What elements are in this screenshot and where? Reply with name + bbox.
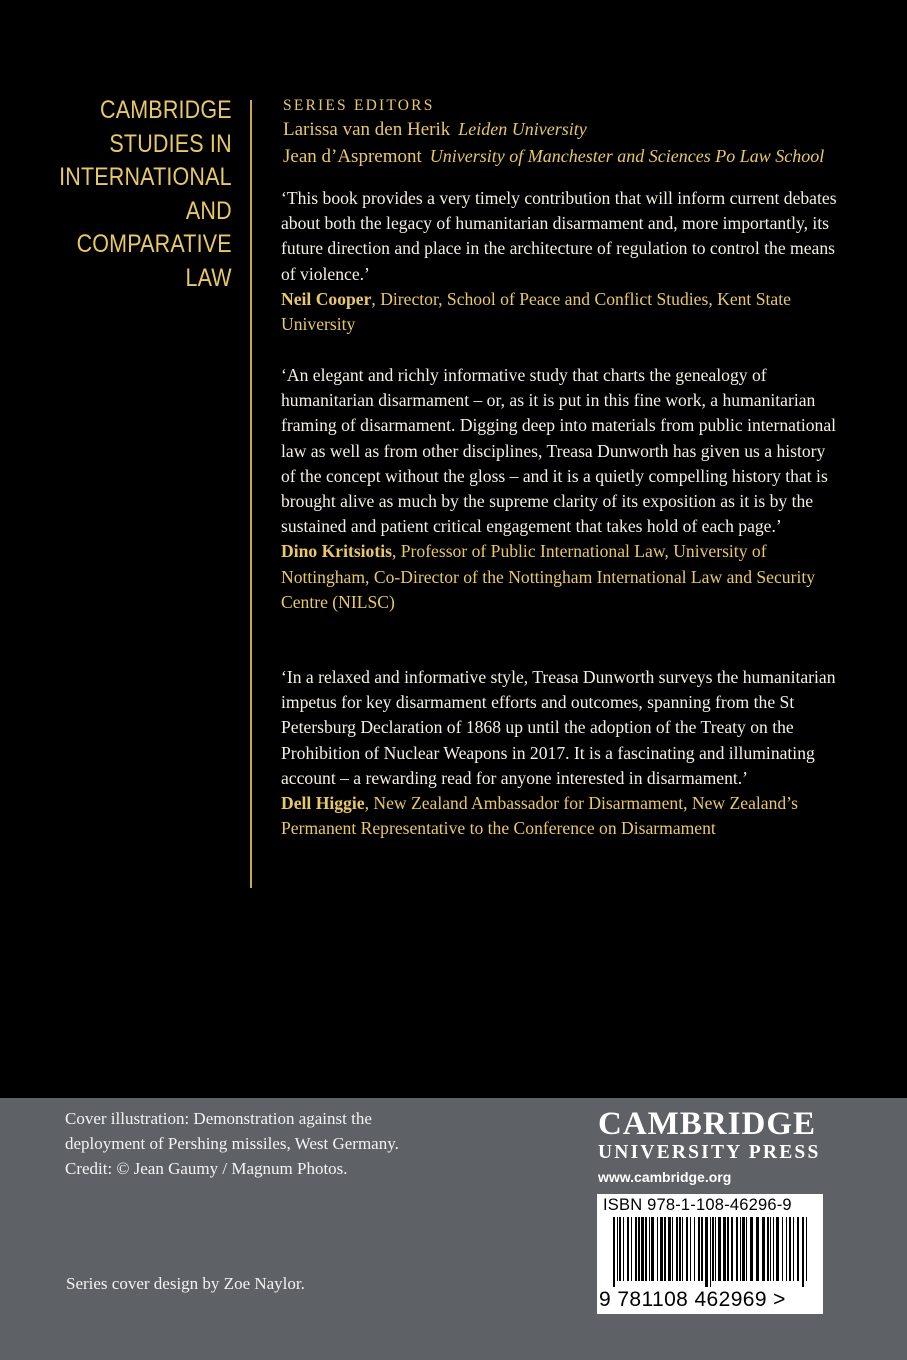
credit-line: Cover illustration: Demonstration against the xyxy=(65,1109,372,1128)
barcode-bar xyxy=(649,1217,650,1281)
publisher-logo xyxy=(598,1107,824,1188)
series-title-line: AND xyxy=(186,196,232,225)
barcode-bar xyxy=(806,1217,807,1281)
isbn-barcode xyxy=(597,1194,823,1314)
editor-affiliation: Leiden University xyxy=(458,119,587,139)
barcode-bar xyxy=(793,1217,794,1281)
publisher-url: www.cambridge.org xyxy=(598,1169,732,1185)
series-title-line: CAMBRIDGE xyxy=(100,96,232,124)
barcode-bar xyxy=(710,1217,711,1287)
barcode-bar xyxy=(705,1217,708,1287)
barcode-bar xyxy=(723,1217,726,1281)
barcode-bar xyxy=(786,1217,787,1281)
series-editors xyxy=(283,96,824,170)
review-blurb xyxy=(281,665,841,841)
barcode-bar xyxy=(617,1217,618,1281)
editor-name: Larissa van den Herik xyxy=(283,119,451,140)
barcode-bar xyxy=(690,1217,691,1281)
editor-name: Jean d’Aspremont xyxy=(283,146,422,167)
series-design-credit: Series cover design by Zoe Naylor. xyxy=(66,1274,305,1293)
barcode-bars xyxy=(601,1217,819,1287)
barcode-bar xyxy=(635,1217,637,1281)
barcode-bar xyxy=(756,1217,759,1281)
barcode-bar xyxy=(701,1217,703,1281)
barcode-bar xyxy=(660,1217,663,1281)
barcode-bar xyxy=(715,1217,716,1281)
barcode-bar xyxy=(664,1217,666,1281)
barcode-bar xyxy=(672,1217,673,1281)
series-title-line: LAW xyxy=(185,263,232,292)
barcode-bar xyxy=(718,1217,721,1281)
barcode-bar xyxy=(770,1217,771,1281)
barcode-bar xyxy=(676,1217,678,1281)
review-author-role: , Director, School of Peace and Conflict Studies, Kent State University xyxy=(281,288,791,335)
barcode-bar xyxy=(762,1217,765,1281)
barcode-bar xyxy=(645,1217,647,1281)
barcode-bar xyxy=(651,1217,654,1281)
barcode-bar xyxy=(727,1217,729,1281)
barcode-bar xyxy=(712,1217,714,1281)
barcode-bar xyxy=(613,1217,615,1287)
review-blurb xyxy=(281,186,841,337)
vertical-divider xyxy=(250,100,252,888)
review-quote: ‘This book provides a very timely contribution that will inform current debates about both the legacy of humanitarian disarmament and, more importantly, its future direction and place in the architecture of regulation to control the means of violence.’ xyxy=(281,188,837,284)
barcode-bar xyxy=(641,1217,644,1281)
barcode-bar xyxy=(773,1217,774,1281)
isbn-digits: 9 781108 462969 > xyxy=(599,1288,786,1311)
barcode-bar xyxy=(627,1217,629,1281)
editors-heading: SERIES EDITORS xyxy=(283,97,435,114)
credit-line: deployment of Pershing missiles, West Germany. xyxy=(65,1134,399,1153)
barcode-bar xyxy=(668,1217,671,1281)
review-author-role: , New Zealand Ambassador for Disarmament, New Zealand’s Permanent Representative to the Conference on Disarmament xyxy=(281,793,798,839)
barcode-bar xyxy=(797,1217,799,1281)
publisher-press: UNIVERSITY PRESS xyxy=(598,1142,821,1163)
review-quote: ‘An elegant and richly informative study that charts the genealogy of humanitarian disarmament – or, as it is put in this fine work, a humanitarian framing of disarmament. Digging deep into materials from public international law as well as from other disciplines, Treasa Dunworth has given us a history of the concept without the gloss – and it is a quietly compelling history that is brought alive as much by the supreme clarity of its exposition as it is by the sustained and patient critical engagement that takes hold of each page.’ xyxy=(281,365,837,537)
series-title xyxy=(59,94,232,296)
barcode-bar xyxy=(682,1217,683,1281)
barcode-bar xyxy=(789,1217,791,1281)
barcode-bar xyxy=(782,1217,783,1281)
barcode-bar xyxy=(750,1217,753,1281)
barcode-bar xyxy=(802,1217,804,1287)
barcode-bar xyxy=(736,1217,738,1281)
series-title-line: INTERNATIONAL xyxy=(59,163,232,192)
barcode-bar xyxy=(619,1217,621,1281)
isbn-label: ISBN 978-1-108-46296-9 xyxy=(603,1196,792,1214)
editor-row xyxy=(283,116,824,143)
barcode-bar xyxy=(698,1217,700,1281)
barcode-bar xyxy=(686,1217,688,1281)
series-title-line: STUDIES IN xyxy=(109,129,232,158)
review-author: Neil Cooper xyxy=(281,288,372,309)
barcode-bar xyxy=(746,1217,747,1281)
barcode-bar xyxy=(679,1217,681,1281)
barcode-bar xyxy=(740,1217,741,1281)
barcode-bar xyxy=(638,1217,640,1281)
barcode-bar xyxy=(767,1217,769,1281)
barcode-bar xyxy=(657,1217,658,1281)
editor-row xyxy=(283,143,824,170)
series-title-line: COMPARATIVE xyxy=(76,230,232,259)
review-blurb xyxy=(281,363,841,615)
barcode-bar xyxy=(623,1217,624,1281)
review-author-role: , Professor of Public International Law, University of Nottingham, Co-Director of the Nottingham International Law and Security Centre (NILSC) xyxy=(281,541,816,612)
barcode-bar xyxy=(731,1217,733,1281)
review-quote: ‘In a relaxed and informative style, Treasa Dunworth surveys the humanitarian impetus for key disarmament efforts and outcomes, spanning from the St Petersburg Declaration of 1868 up until the adoption of the Treaty on the Prohibition of Nuclear Weapons in 2017. It is a fascinating and illuminating account – a rewarding read for anyone interested in disarmament.’ xyxy=(281,667,836,788)
publisher-name: CAMBRIDGE xyxy=(598,1106,817,1142)
credit-line: Credit: © Jean Gaumy / Magnum Photos. xyxy=(65,1159,348,1178)
barcode-bar xyxy=(776,1217,779,1281)
barcode-bar xyxy=(742,1217,745,1281)
barcode-bar xyxy=(694,1217,695,1281)
editor-affiliation: University of Manchester and Sciences Po Law School xyxy=(429,146,825,166)
review-author: Dell Higgie xyxy=(281,793,365,814)
barcode-bar xyxy=(631,1217,632,1281)
cover-credit xyxy=(65,1106,399,1181)
review-author: Dino Kritsiotis xyxy=(281,541,392,562)
